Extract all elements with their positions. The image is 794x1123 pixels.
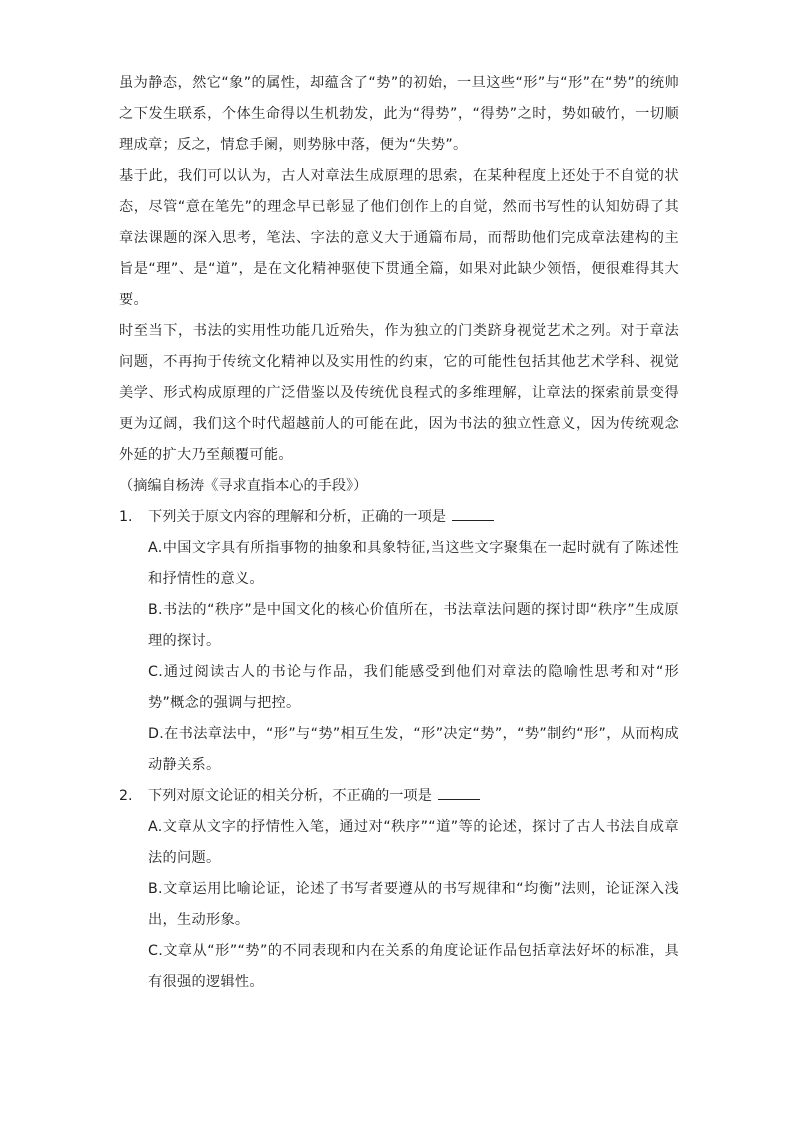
question-2: [119, 781, 679, 998]
question-2-options: [119, 812, 679, 998]
question-1: [119, 502, 679, 781]
question-1-option-a: A.中国文字具有所指事物的抽象和具象特征,当这些文字聚集在一起时就有了陈述性和抒情性的意义。: [148, 540, 679, 587]
question-2-option-a: A.文章从文字的抒情性入笔，通过对“秩序”“道”等的论述，探讨了古人书法自成章法的问题。: [148, 819, 679, 866]
paragraph-1: 虽为静态，然它“象”的属性，却蕴含了“势”的初始，一旦这些“形”与“形”在“势”的统帅之下发生联系，个体生命得以生机勃发，此为“得势”，“得势”之时，势如破竹，一切顺理成章；反之，情怠手阑，则势脉中落，便为“失势”。: [119, 75, 679, 153]
source-citation: （摘编自杨涛《寻求直指本心的手段》）: [119, 478, 368, 494]
paragraph-3: 时至当下，书法的实用性功能几近殆失，作为独立的门类跻身视觉艺术之列。对于章法问题，不再拘于传统文化精神以及实用性的约束，它的可能性包括其他艺术学科、视觉美学、形式构成原理的广泛借鉴以及传统优良程式的多维理解，让章法的探索前景变得更为辽阔，我们这个时代超越前人的可能在此，因为书法的独立性意义，因为传统观念外延的扩大乃至颠覆可能。: [119, 323, 679, 463]
question-2-stem: 下列对原文论证的相关分析，不正确的一项是: [148, 788, 432, 804]
question-1-number: 1.: [119, 509, 133, 525]
question-2-number: 2.: [119, 788, 133, 804]
question-1-stem: 下列关于原文内容的理解和分析，正确的一项是: [148, 509, 446, 525]
paragraph-2: 基于此，我们可以认为，古人对章法生成原理的思索，在某种程度上还处于不自觉的状态，尽管“意在笔先”的理念早已彰显了他们创作上的自觉，然而书写性的认知妨碍了其章法课题的深入思考，笔法、字法的意义大于通篇布局，而帮助他们完成章法建构的主旨是“理”、是“道”，是在文化精神驱使下贯通全篇，如果对此缺少领悟，便很难得其大要。: [119, 168, 679, 308]
answer-blank-1[interactable]: [452, 506, 494, 521]
question-2-stem-wrap: [148, 781, 679, 812]
question-2-stem-line: [119, 781, 679, 812]
question-1-option-b: B.书法的“秩序”是中国文化的核心价值所在，书法章法问题的探讨即“秩序”生成原理的探讨。: [148, 602, 679, 649]
answer-blank-2[interactable]: [438, 785, 480, 800]
question-1-option-c: C.通过阅读古人的书论与作品，我们能感受到他们对章法的隐喻性思考和对“形势”概念的强调与把控。: [148, 664, 679, 711]
question-1-options: [119, 533, 679, 781]
question-1-stem-wrap: [148, 502, 679, 533]
question-2-option-b: B.文章运用比喻论证，论述了书写者要遵从的书写规律和“均衡”法则，论证深入浅出，生动形象。: [148, 881, 679, 928]
question-2-option-c: C.文章从“形”“势”的不同表现和内在关系的角度论证作品包括章法好坏的标准，具有很强的逻辑性。: [148, 943, 679, 990]
page-content: [119, 68, 679, 998]
question-1-stem-line: [119, 502, 679, 533]
question-1-option-d: D.在书法章法中，“形”与“势”相互生发，“形”决定“势”，“势”制约“形”，从而构成动静关系。: [148, 726, 679, 773]
